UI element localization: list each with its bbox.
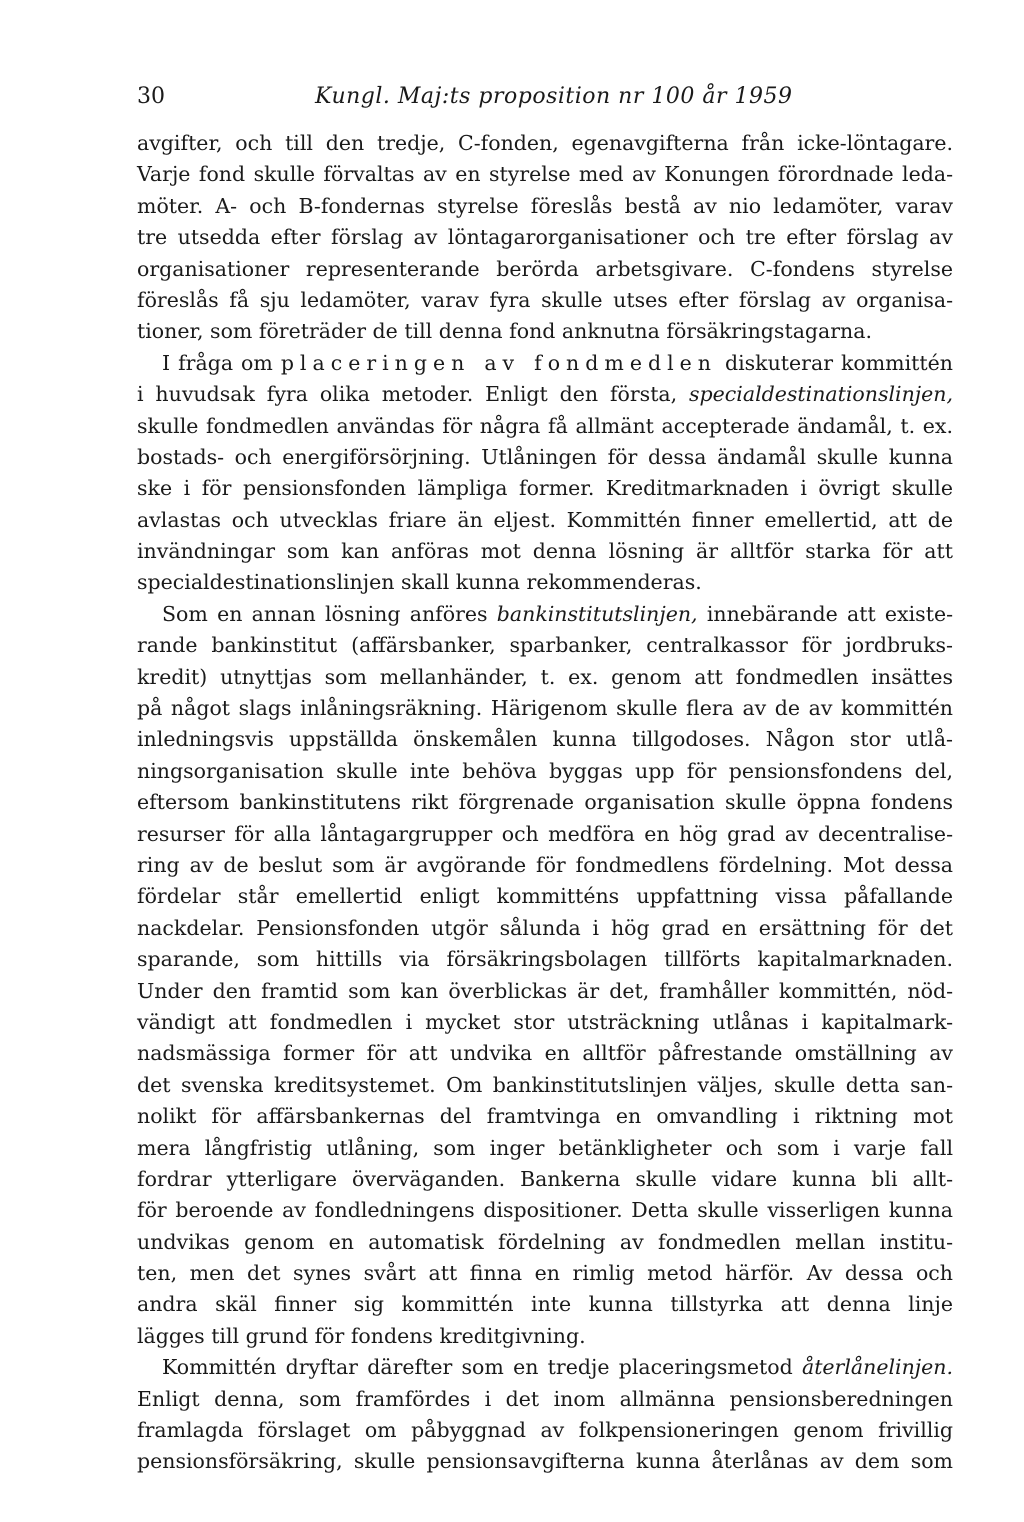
text-line: resurser för alla låntagargrupper och medföra en hög grad av decentralise-: [137, 821, 953, 846]
text-run: Kommittén dryftar därefter som en tredje placeringsmetod: [162, 1355, 802, 1380]
text-line: skulle fondmedlen användas för några få allmänt accepterade ändamål, t. ex.: [137, 413, 953, 438]
italic-term: bankinstitutslinjen,: [496, 601, 698, 626]
text-line: fordrar ytterligare överväganden. Bankerna skulle vidare kunna bli allt-: [137, 1166, 953, 1191]
text-run: innebärande att existe-: [697, 601, 953, 626]
text-line: organisationer representerande berörda arbetsgivare. C-fondens styrelse: [137, 256, 953, 281]
text-line: eftersom bankinstitutens rikt förgrenade organisation skulle öppna fondens: [137, 790, 953, 815]
text-line: nadsmässiga former för att undvika en alltför påfrestande omställning av: [137, 1041, 953, 1066]
text-line: andra skäl finner sig kommittén inte kunna tillstyrka att denna linje: [137, 1292, 953, 1317]
text-line: fördelar står emellertid enligt kommitténs uppfattning vissa påfallande: [137, 884, 953, 909]
text-run: i huvudsak fyra olika metoder. Enligt den första,: [137, 382, 690, 407]
text-line: rande bankinstitut (affärsbanker, sparbanker, centralkassor för jordbruks-: [137, 633, 953, 658]
text-line: föreslås få sju ledamöter, varav fyra skulle utses efter förslag av organisa-: [137, 287, 953, 312]
text-line: [137, 379, 953, 410]
text-line: sparande, som hittills via försäkringsbolagen tillförts kapitalmarknaden.: [137, 947, 953, 972]
italic-term: specialdestinationslinjen,: [689, 382, 953, 407]
text-line: ten, men det synes svårt att finna en rimlig metod härför. Av dessa och: [137, 1261, 953, 1286]
running-title: Kungl. Maj:ts proposition nr 100 år 1959: [315, 84, 793, 109]
text-line: Varje fond skulle förvaltas av en styrelse med av Konungen förordnade leda-: [137, 162, 953, 187]
text-line: undvikas genom en automatisk fördelning av fondmedlen mellan institu-: [137, 1229, 953, 1254]
body-text: [137, 128, 953, 1478]
text-line: specialdestinationslinjen skall kunna rekommenderas.: [137, 570, 702, 595]
text-line: tre utsedda efter förslag av löntagarorganisationer och tre efter förslag av: [137, 225, 953, 250]
text-line: ske i för pensionsfonden lämpliga former. Kreditmarknaden i övrigt skulle: [137, 476, 953, 501]
text-line: pensionsförsäkring, skulle pensionsavgifterna kunna återlånas av dem som: [137, 1449, 953, 1474]
text-line: ningsorganisation skulle inte behöva byggas upp för pensionsfondens del,: [137, 758, 953, 783]
text-line: möter. A- och B-fondernas styrelse föreslås bestå av nio ledamöter, varav: [137, 193, 953, 218]
text-line: [137, 599, 953, 630]
text-line: framlagda förslaget om påbyggnad av folkpensioneringen genom frivillig: [137, 1418, 953, 1443]
italic-term: återlånelinjen.: [801, 1355, 953, 1380]
text-line: [137, 1352, 953, 1383]
text-line: avlastas och utvecklas friare än eljest. Kommittén finner emellertid, att de: [137, 507, 953, 532]
text-line: nolikt för affärsbankernas del framtvinga en omvandling i riktning mot: [137, 1104, 953, 1129]
spaced-emphasis: placeringen av fondmedlen: [280, 350, 717, 375]
text-line: lägges till grund för fondens kreditgivning.: [137, 1323, 586, 1348]
text-run: diskuterar kommittén: [716, 350, 953, 375]
text-line: vändigt att fondmedlen i mycket stor utsträckning utlånas i kapitalmark-: [137, 1009, 953, 1034]
text-line: ring av de beslut som är avgörande för fondmedlens fördelning. Mot dessa: [137, 852, 953, 877]
text-line: avgifter, och till den tredje, C-fonden, egenavgifterna från icke-löntagare.: [137, 131, 953, 155]
text-run: Som en annan lösning anföres: [162, 601, 497, 626]
text-line: inledningsvis uppställda önskemålen kunna tillgodoses. Någon stor utlå-: [137, 727, 953, 752]
text-line: [137, 348, 953, 379]
text-line: bostads- och energiförsörjning. Utlåningen för dessa ändamål skulle kunna: [137, 444, 953, 469]
text-line: mera långfristig utlåning, som inger betänkligheter och som i varje fall: [137, 1135, 953, 1160]
text-line: kredit) utnyttjas som mellanhänder, t. ex. genom att fondmedlen insättes: [137, 664, 953, 689]
text-line: tioner, som företräder de till denna fond anknutna försäkringstagarna.: [137, 319, 872, 344]
running-head: [137, 82, 953, 114]
text-line: nackdelar. Pensionsfonden utgör sålunda i hög grad en ersättning för det: [137, 915, 953, 940]
text-line: Enligt denna, som framfördes i det inom allmänna pensionsberedningen: [137, 1386, 953, 1411]
text-line: för beroende av fondledningens dispositioner. Detta skulle visserligen kunna: [137, 1198, 953, 1223]
text-line: på något slags inlåningsräkning. Härigenom skulle flera av de av kommittén: [137, 696, 953, 721]
text-line: Under den framtid som kan överblickas är det, framhåller kommittén, nöd-: [137, 978, 953, 1003]
text-line: invändningar som kan anföras mot denna lösning är alltför starka för att: [137, 539, 953, 564]
page-number: 30: [137, 84, 165, 109]
text-line: det svenska kreditsystemet. Om bankinstitutslinjen väljes, skulle detta san-: [137, 1072, 953, 1097]
text-run: I fråga om: [162, 350, 281, 375]
